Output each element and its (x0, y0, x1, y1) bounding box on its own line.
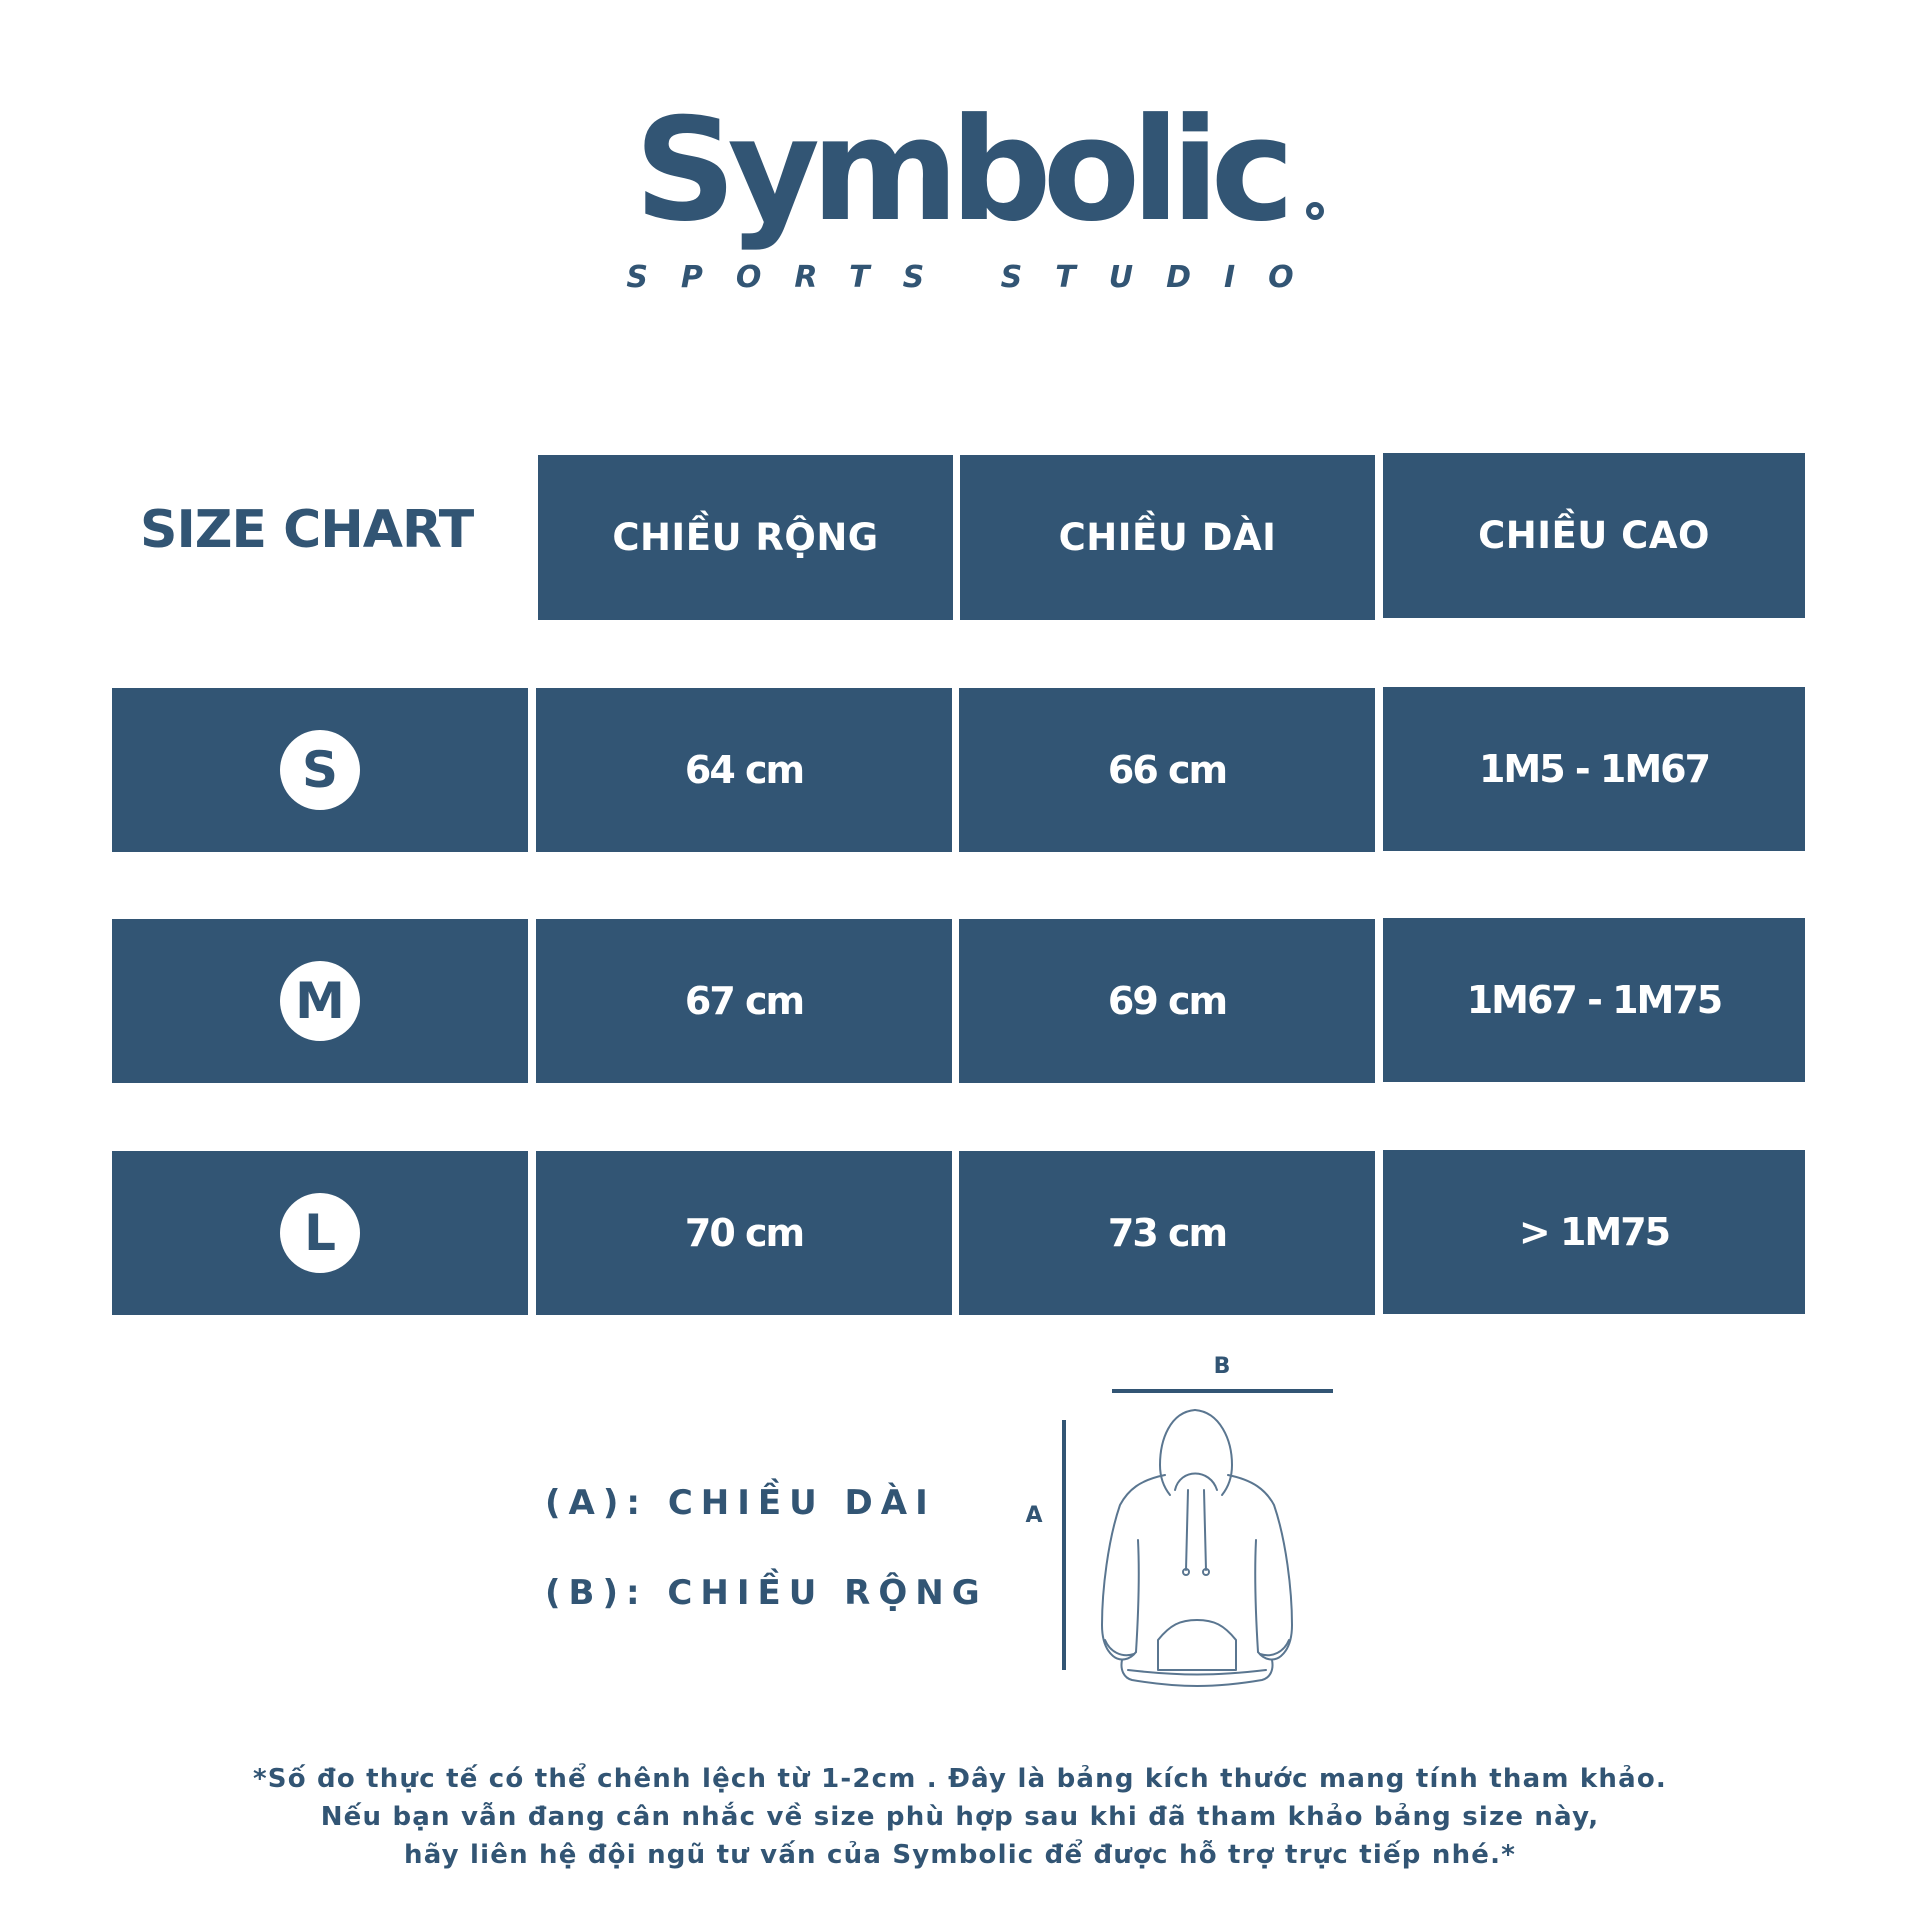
hoodie-icon (1010, 1340, 1370, 1700)
row-s-width-cell (536, 688, 952, 852)
row-l-height: > 1M75 (1518, 1210, 1670, 1254)
measurement-diagram (1010, 1340, 1370, 1700)
header-height (1383, 453, 1805, 618)
brand-wordmark (634, 88, 1286, 253)
disclaimer-note (0, 1760, 1920, 1874)
header-length (960, 455, 1375, 620)
legend-b: (B): CHIỀU RỘNG (545, 1573, 988, 1613)
brand-tagline: SPORTS STUDIO (626, 260, 1327, 295)
disclaimer-line-3: hãy liên hệ đội ngũ tư vấn của Symbolic để được hỗ trợ trực tiếp nhé.* (403, 1840, 1516, 1870)
row-l-length-cell (959, 1151, 1375, 1315)
header-length-label: CHIỀU DÀI (1058, 516, 1277, 559)
row-m-length-cell (959, 919, 1375, 1083)
row-m-length: 69 cm (1107, 979, 1227, 1023)
row-l-width: 70 cm (684, 1211, 804, 1255)
disclaimer-line-2: Nếu bạn vẫn đang cân nhắc về size phù hợp sau khi đã tham khảo bảng size này, (320, 1802, 1600, 1832)
size-badge-l: L (280, 1193, 360, 1273)
row-m-width: 67 cm (684, 979, 804, 1023)
row-m-height: 1M67 - 1M75 (1466, 978, 1722, 1022)
row-s-length: 66 cm (1107, 748, 1227, 792)
label-b: B (1213, 1354, 1231, 1379)
row-s-length-cell (959, 688, 1375, 852)
brand-dot-icon (1306, 202, 1324, 220)
row-l-length: 73 cm (1107, 1211, 1227, 1255)
brand-name: Symbolic (634, 88, 1286, 253)
row-m-height-cell (1383, 918, 1805, 1082)
size-chart-title: SIZE CHART (140, 500, 474, 560)
legend-a: (A): CHIỀU DÀI (545, 1483, 936, 1523)
header-width-label: CHIỀU RỘNG (612, 516, 879, 559)
size-badge-m: M (280, 961, 360, 1041)
row-l-height-cell (1383, 1150, 1805, 1314)
label-a: A (1025, 1503, 1043, 1528)
header-height-label: CHIỀU CAO (1478, 514, 1710, 557)
row-l-size-cell (112, 1151, 528, 1315)
size-badge-s: S (280, 730, 360, 810)
row-m-size-cell (112, 919, 528, 1083)
row-s-width: 64 cm (684, 748, 804, 792)
row-l-width-cell (536, 1151, 952, 1315)
row-s-height: 1M5 - 1M67 (1478, 747, 1710, 791)
disclaimer-line-1: *Số đo thực tế có thể chênh lệch từ 1-2cm . Đây là bảng kích thước mang tính tham khảo. (253, 1764, 1667, 1794)
row-s-size-cell (112, 688, 528, 852)
row-m-width-cell (536, 919, 952, 1083)
brand-logo (0, 88, 1920, 295)
row-s-height-cell (1383, 687, 1805, 851)
header-width (538, 455, 953, 620)
